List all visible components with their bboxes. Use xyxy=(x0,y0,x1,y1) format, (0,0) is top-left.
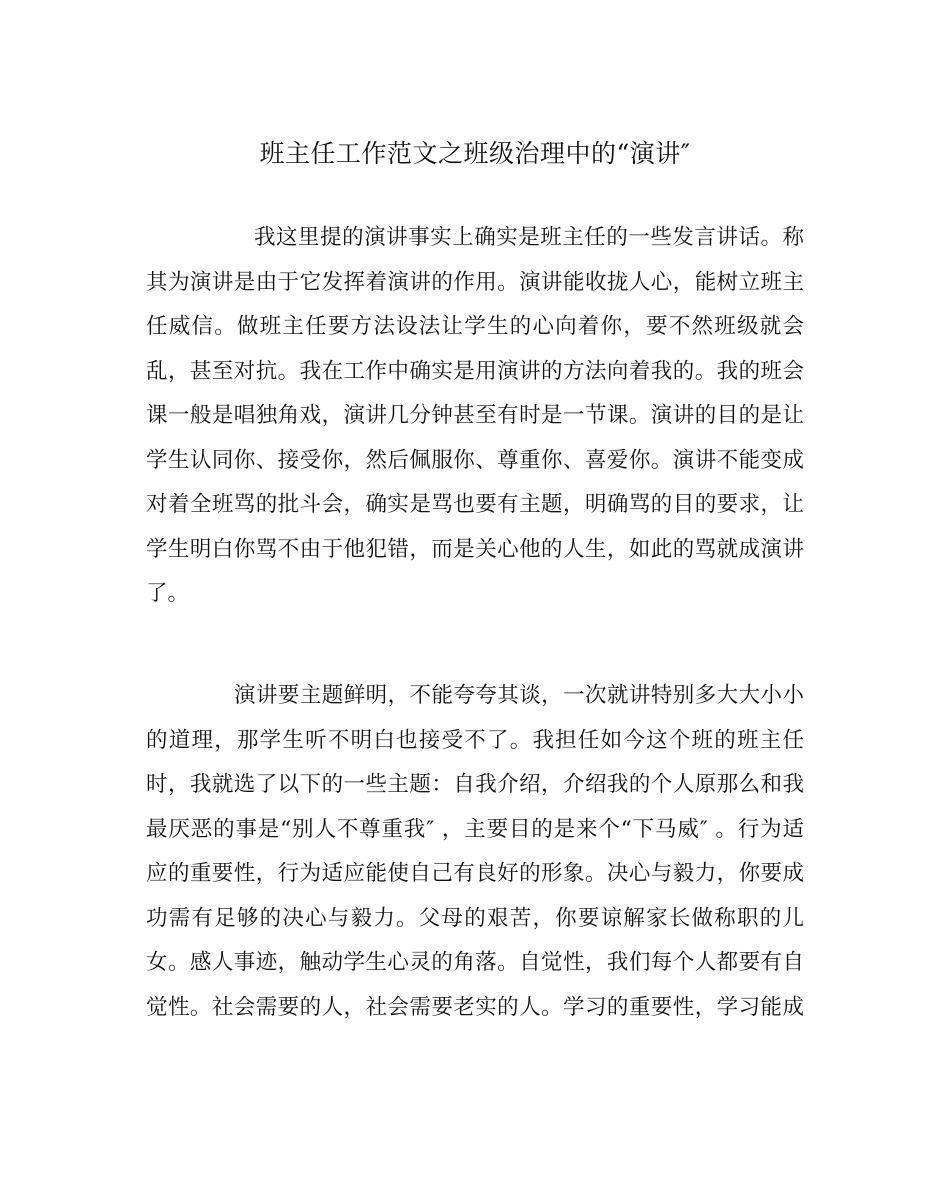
paragraph-line: 功需有足够的决心与毅力。父母的艰苦，你要谅解家长做称职的儿 xyxy=(146,905,804,931)
paragraph-line: 的道理，那学生听不明白也接受不了。我担任如今这个班的班主任 xyxy=(146,727,804,753)
paragraph-2 xyxy=(146,674,804,1030)
paragraph-line: 任威信。做班主任要方法设法让学生的心向着你，要不然班级就会 xyxy=(146,314,804,339)
paragraph-line: 课一般是唱独角戏，演讲几分钟甚至有时是一节课。演讲的目的是让 xyxy=(146,403,804,428)
paragraph-line: 最厌恶的事是“别人不尊重我″ ，主要目的是来个“下马威″ 。行为适 xyxy=(146,816,804,842)
paragraph-line: 应的重要性，行为适应能使自己有良好的形象。决心与毅力，你要成 xyxy=(146,861,804,886)
paragraph-line: 学生认同你、接受你，然后佩服你、尊重你、喜爱你。演讲不能变成 xyxy=(146,447,804,473)
paragraph-line: 学生明白你骂不由于他犯错，而是关心他的人生，如此的骂就成演讲 xyxy=(146,536,804,562)
paragraph-line: 对着全班骂的批斗会，确实是骂也要有主题，明确骂的目的要求，让 xyxy=(146,492,804,517)
document-title: 班主任工作范文之班级治理中的“演讲″ xyxy=(259,139,691,168)
paragraph-line: 我这里提的演讲事实上确实是班主任的一些发言讲话。称 xyxy=(254,225,804,250)
paragraph-line: 乱，甚至对抗。我在工作中确实是用演讲的方法向着我的。我的班会 xyxy=(146,358,804,384)
paragraph-line: 其为演讲是由于它发挥着演讲的作用。演讲能收拢人心，能树立班主 xyxy=(146,269,804,295)
paragraph-line: 觉性。社会需要的人，社会需要老实的人。学习的重要性，学习能成 xyxy=(146,994,804,1020)
paragraph-line: 时，我就选了以下的一些主题：自我介绍，介绍我的个人原那么和我 xyxy=(146,772,804,797)
paragraph-line: 演讲要主题鲜明，不能夸夸其谈，一次就讲特别多大大小小 xyxy=(234,683,804,708)
paragraph-line: 了。 xyxy=(146,581,190,606)
paragraph-1 xyxy=(146,216,804,617)
paragraph-line: 女。感人事迹，触动学生心灵的角落。自觉性，我们每个人都要有自 xyxy=(146,950,804,975)
